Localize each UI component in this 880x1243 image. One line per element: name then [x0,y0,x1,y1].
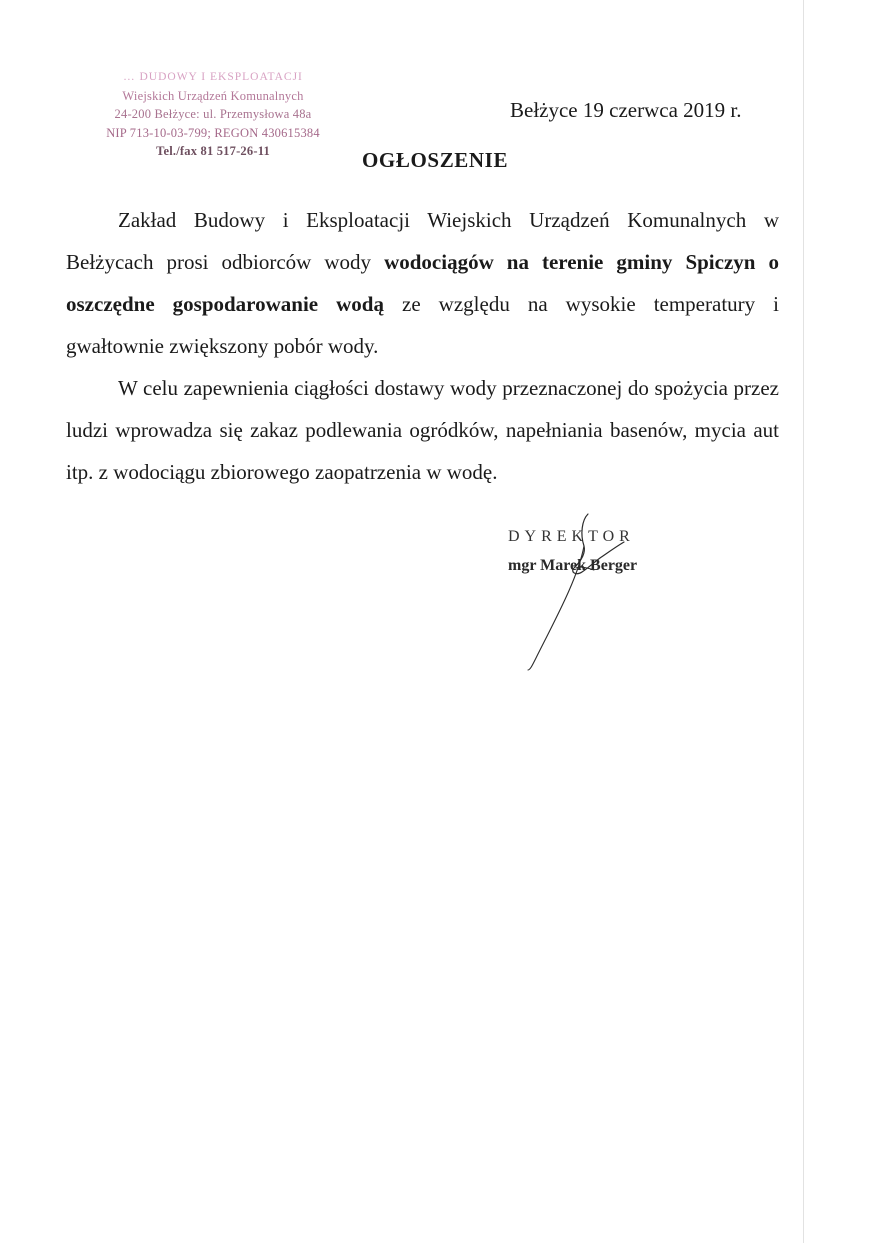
company-stamp [84,68,342,161]
paragraph-2: W celu zapewnienia ciągłości dostawy wody przeznaczonej do spożycia przez ludzi wprowadza się zakaz podlewania ogródków, napełniania basenów, mycia aut itp. z wodociągu zbiorowego zaopatrzenia w wodę. [66,376,779,484]
paragraph-1-text-start: Zakład Budowy i Eksploatacji Wiejskich Urządzeń Komunalnych w Bełżycach prosi odbiorców wody [66,208,779,274]
signatory-name: mgr Marek Berger [508,557,638,574]
handwritten-signature-icon [496,508,656,673]
document-date: Bełżyce 19 czerwca 2019 r. [510,98,742,122]
stamp-line-tax-ids: NIP 713-10-03-799; REGON 430615384 [106,125,320,140]
stamp-line-company-name: … DUDOWY I EKSPLOATACJI [123,71,303,83]
announcement-body [66,199,779,493]
signatory-title: DYREKTOR [508,528,635,545]
document-title: OGŁOSZENIE [362,148,509,172]
paragraph-1-text-end: ze względu na wysokie temperatury i gwałtownie zwiększony pobór wody. [66,292,780,358]
paragraph-1 [66,199,779,367]
stamp-line-address: 24-200 Bełżyce: ul. Przemysłowa 48a [114,107,312,121]
paragraph-1-bold-text: wodociągów na terenie gminy Spiczyn o oszczędne gospodarowanie wodą [66,250,779,316]
stamp-line-company-name-cont: Wiejskich Urządzeń Komunalnych [122,88,304,103]
page-edge [803,0,880,1243]
stamp-line-phone: Tel./fax 81 517-26-11 [156,144,270,158]
